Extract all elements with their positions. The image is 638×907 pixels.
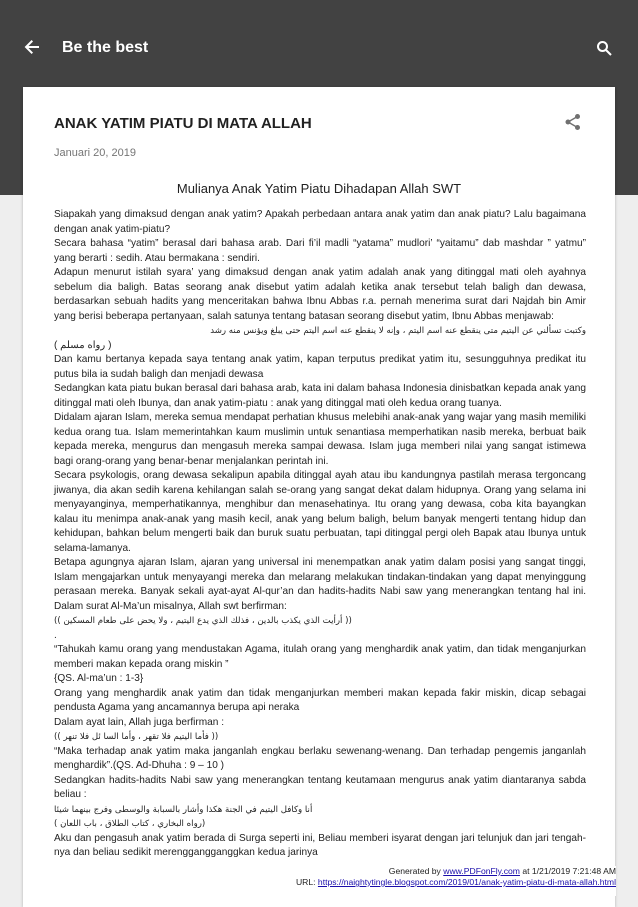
paragraph: .: [54, 629, 57, 641]
post-card: [23, 87, 615, 907]
post-date[interactable]: Januari 20, 2019: [54, 147, 136, 159]
generated-line: [270, 866, 616, 877]
post-title[interactable]: ANAK YATIM PIATU DI MATA ALLAH: [54, 115, 312, 132]
search-icon[interactable]: [596, 40, 612, 56]
pdf-footer: [270, 866, 616, 896]
paragraph: Betapa agungnya ajaran Islam, ajaran yang universal ini menempatkan anak yatim dalam posisi yang sangat tinggi, Islam mengajarkan untuk menyayangi mereka dan melarang melakukan tindakan-tindakan yang dapat menyinggung perasaan mereka. Banyak sekali ayat-ayat Al-qur’an dan hadits-hadits Nabi saw yang menerangkan tentang hal ini. Dalam surat Al-Ma’un misalnya, Allah swt berfirman:: [54, 557, 586, 612]
generator-link[interactable]: www.PDFonFly.com: [443, 866, 520, 876]
paragraph: Sedangkan hadits-hadits Nabi saw yang menerangkan tentang keutamaan mengurus anak yatim diantaranya sabda beliau :: [54, 774, 586, 800]
share-icon[interactable]: [564, 113, 582, 131]
paragraph: Secara psykologis, orang dewasa sekalipun apabila ditinggal ayah atau ibu kandungnya pastilah merasa tergoncang jiwanya, dia akan sedih karena kehilangan salah se-orang yang sangat dekat dalam hidupnya. Orang yang selama ini menyayanginya, memperhatikannya, menghibur dan menasehatinya. Itu orang yang dewasa, coba kita bayangkan kalau itu menimpa anak-anak yang masih kecil, anak yang belum baligh, belum banyak mengerti tentang hidup dan kehidupan, bahkan belum mengerti baik dan buruk suatu perbuatan, tapi ditinggal pergi oleh Bapak atau Ibunya untuk selama-lamanya.: [54, 470, 586, 554]
generated-suffix: at 1/21/2019 7:21:48 AM: [519, 866, 616, 876]
paragraph: “Maka terhadap anak yatim maka janganlah engkau berlaku sewenang-wenang. Dan terhadap pengemis janganlah menghardik”.(QS. Ad-Dhuha : 9 – 10 ): [54, 745, 586, 771]
paragraph: Aku dan pengasuh anak yatim berada di Surga seperti ini, Beliau memberi isyarat dengan jari telunjuk dan jari tengah-nya dan beliau sedikit merenggangganggkan kedua jarinya: [54, 832, 586, 858]
post-heading: Mulianya Anak Yatim Piatu Dihadapan Allah SWT: [176, 181, 462, 196]
url-line: [270, 877, 616, 888]
paragraph: Didalam ajaran Islam, mereka semua mendapat perhatian khusus melebihi anak-anak yang wajar yang masih memiliki kedua orang tua. Islam memerintahkan kaum muslimin untuk senantiasa memperhatikan nasib mereka, berbuat baik kepada mereka, mengurus dan mengasuh mereka sampai dewasa. Islam juga memberi nilai yang sangat istimewa bagi orang-orang yang benar-benar menjalankan perintah ini.: [54, 412, 586, 467]
paragraph: ( رواه مسلم ): [54, 339, 112, 351]
paragraph: {QS. Al-ma’un : 1-3}: [54, 673, 144, 684]
paragraph: Siapakah yang dimaksud dengan anak yatim? Apakah perbedaan antara anak yatim dan anak piatu? Lalu bagaimana dengan anak yatim-piatu?: [54, 209, 586, 235]
paragraph: Orang yang menghardik anak yatim dan tidak menganjurkan memberi makan kepada fakir miskin, dicap sebagai pendusta Agama yang ancamannya berupa api neraka: [54, 687, 586, 713]
blog-title[interactable]: Be the best: [62, 39, 149, 56]
arabic-quote: (( أرأيت الذي يكذب بالدين ، فذلك الذي يدع اليتيم ، ولا يحض على طعام المسكين )): [54, 616, 352, 626]
url-prefix: URL:: [295, 877, 318, 887]
back-arrow-icon[interactable]: [22, 37, 44, 59]
post-body: [54, 208, 586, 861]
paragraph: ( رواه البخاري ، كتاب الطلاق ، باب اللعان): [54, 819, 206, 829]
arabic-quote: وكتبت تسألني عن اليتيم متى ينقطع عنه اسم اليتم ، وإنه لا ينقطع عنه اسم اليتم حتى يبلغ ويؤنس منه رشد: [210, 326, 586, 336]
generated-prefix: Generated by: [388, 866, 444, 876]
paragraph: Sedangkan kata piatu bukan berasal dari bahasa arab, kata ini dalam bahasa Indonesia dinisbatkan kepada anak yang ditinggal mati oleh Ibunya, dan anak yatim-piatu : anak yang ditinggal mati oleh kedua orang tuanya.: [54, 383, 586, 409]
paragraph: Dan kamu bertanya kepada saya tentang anak yatim, kapan terputus predikat yatim itu, sesungguhnya predikat itu putus bila ia sudah baligh dan menjadi dewasa: [54, 354, 586, 380]
paragraph: Secara bahasa “yatim” berasal dari bahasa arab. Dari fi’il madli “yatama” mudlori’ “yaitamu” dab mashdar ” yatmu” yang berarti : sedih. Atau bermakana : sendiri.: [54, 238, 586, 264]
source-url-link[interactable]: https://naightytingle.blogspot.com/2019/01/anak-yatim-piatu-di-mata-allah.html: [317, 877, 616, 887]
arabic-quote: (( فأما اليتيم فلا تقهر ، وأما السا ئل فلا تنهر )): [54, 732, 219, 742]
paragraph: Adapun menurut istilah syara’ yang dimaksud dengan anak yatim adalah anak yang ditinggal mati oleh ayahnya sebelum dia baligh. Batas seorang anak disebut yatim adalah ketika anak tersebut telah baligh dan dewasa, berdasarkan sebuah hadits yang menceritakan bahwa Ibnu Abbas r.a. pernah menerima surat dari Najdah bin Amir yang berisi beberapa pertanyaan, salah satunya tentang batasan seorang disebut yatim, Ibnu Abbas menjawab:: [54, 267, 586, 322]
arabic-quote: أنا وكافل اليتيم في الجنة هكذا وأشار بالسبابة والوسطى وفرج بينهما شيئا: [54, 804, 313, 815]
paragraph: “Tahukah kamu orang yang mendustakan Agama, itulah orang yang menghardik anak yatim, dan tidak menganjurkan memberi makan kepada orang miskin ”: [54, 644, 586, 670]
paragraph: Dalam ayat lain, Allah juga berfirman :: [54, 716, 224, 728]
